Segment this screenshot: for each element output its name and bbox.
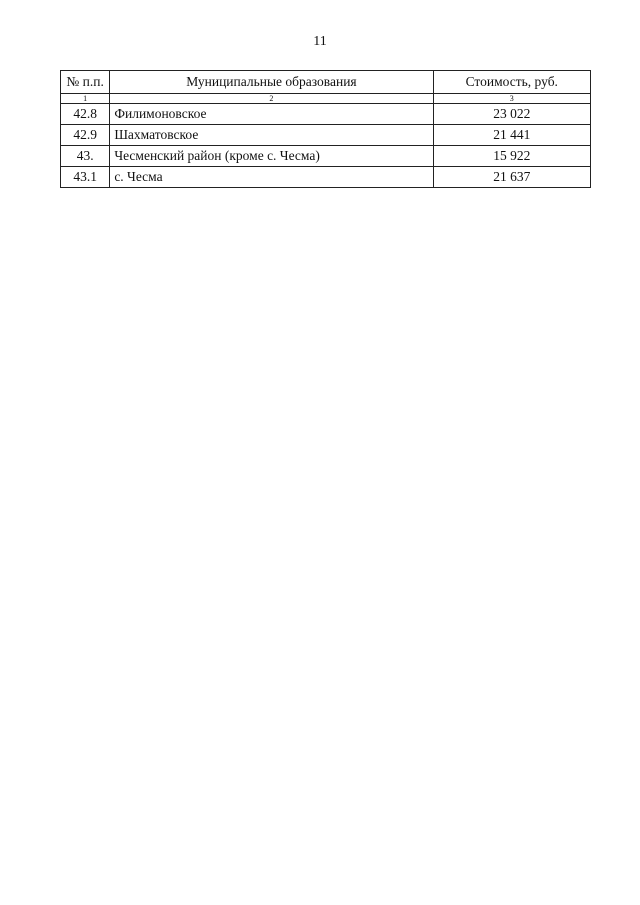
table-header-row: [61, 71, 591, 94]
column-index-row: [61, 94, 591, 104]
cost-table: [60, 70, 591, 188]
header-num: № п.п.: [61, 71, 110, 94]
row-number: 43.1: [61, 167, 110, 188]
table-row: [61, 146, 591, 167]
row-number: 42.9: [61, 125, 110, 146]
table-row: [61, 104, 591, 125]
municipality-name: с. Чесма: [110, 167, 433, 188]
municipality-name: Чесменский район (кроме с. Чесма): [110, 146, 433, 167]
table-row: [61, 125, 591, 146]
municipality-name: Филимоновское: [110, 104, 433, 125]
page-number: 11: [313, 34, 327, 49]
header-cost: Стоимость, руб.: [433, 71, 590, 94]
cost-value: 15 922: [433, 146, 590, 167]
header-municipality: Муниципальные образования: [110, 71, 433, 94]
row-number: 43.: [61, 146, 110, 167]
table-row: [61, 167, 591, 188]
cost-value: 23 022: [433, 104, 590, 125]
municipality-name: Шахматовское: [110, 125, 433, 146]
column-index-2: 2: [110, 94, 433, 104]
cost-value: 21 637: [433, 167, 590, 188]
row-number: 42.8: [61, 104, 110, 125]
cost-value: 21 441: [433, 125, 590, 146]
column-index-3: 3: [433, 94, 590, 104]
column-index-1: 1: [61, 94, 110, 104]
